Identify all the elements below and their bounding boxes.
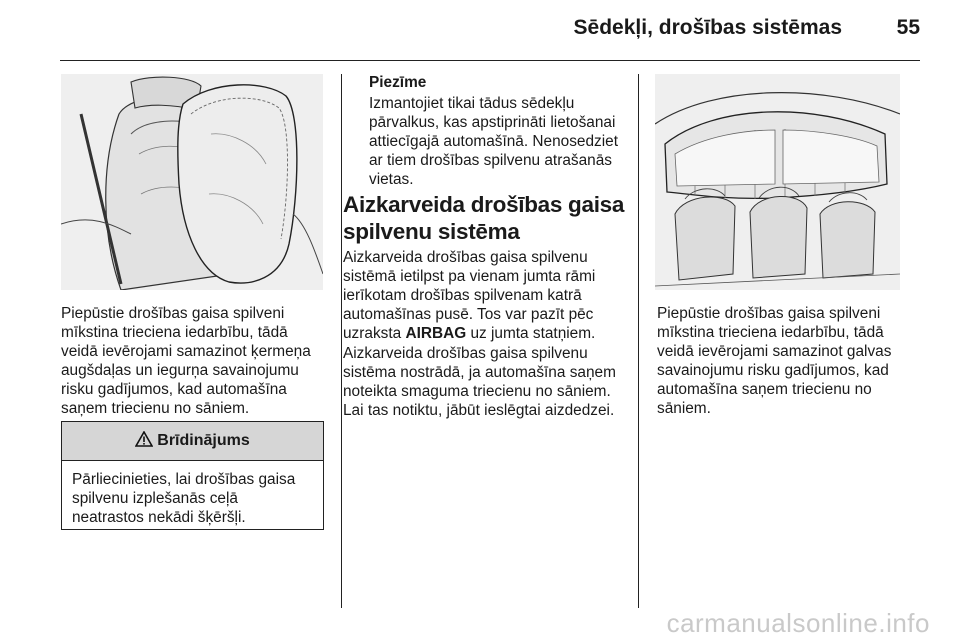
column-divider-right (638, 74, 639, 608)
warning-box (61, 421, 324, 530)
section-paragraph-1 (343, 248, 633, 343)
left-caption: Piepūstie drošības gaisa spilveni mīkstina trieciena iedarbību, tādā veidā ievērojami samazinot ķermeņa augšdaļas un iegurņa savainojumu risku gadījumos, kad automašīna saņem triecienu no sāniem. (61, 305, 311, 417)
watermark: carmanualsonline.info (666, 608, 930, 638)
section-title: Aizkarveida drošības gaisa spilvenu sistēma (343, 192, 625, 244)
seat-airbag-illustration (61, 74, 323, 290)
header-rule (60, 60, 920, 61)
section-paragraph-2: Aizkarveida drošības gaisa spilvenu sistēma nostrādā, ja automašīna saņem noteikta smaguma triecienu no sāniem. Lai tas notiktu, jābūt ieslēgtai aizdedzei. (343, 345, 616, 419)
warning-text: Pārliecinieties, lai drošības gaisa spilvenu izplešanās ceļā neatrastos nekādi šķēršļi. (72, 471, 296, 526)
page-header-title: Sēdekļi, drošības sistēmas (573, 16, 842, 39)
airbag-label: AIRBAG (405, 325, 467, 342)
paragraph-1-text-b: uz jumta statņiem. (466, 325, 596, 342)
right-caption: Piepūstie drošības gaisa spilveni mīkstina trieciena iedarbību, tādā veidā ievērojami samazinot galvas savainojumu risku gadījumos, kad automašīna saņem triecienu no sāniem. (657, 305, 892, 417)
warning-title: Brīdinājums (157, 432, 250, 449)
note-title: Piezīme (369, 74, 427, 91)
page-number: 55 (896, 16, 920, 39)
note-text: Izmantojiet tikai tādus sēdekļu pārvalkus, kas apstiprināti lietošanai attiecīgajā automašīnā. Nenosedziet ar tiem drošības spilvenu atrašanās vietas. (369, 95, 618, 188)
warning-triangle-icon (135, 431, 153, 452)
curtain-airbag-illustration (655, 74, 900, 290)
warning-header (62, 422, 323, 461)
paragraph-1-text-a: Aizkarveida drošības gaisa spilvenu sistēmā ietilpst pa vienam jumta rāmi ierīkotam drošības spilvenam katrā automašīnas pusē. Tos var pazīt pēc uzraksta (343, 249, 596, 342)
column-divider-left (341, 74, 342, 608)
